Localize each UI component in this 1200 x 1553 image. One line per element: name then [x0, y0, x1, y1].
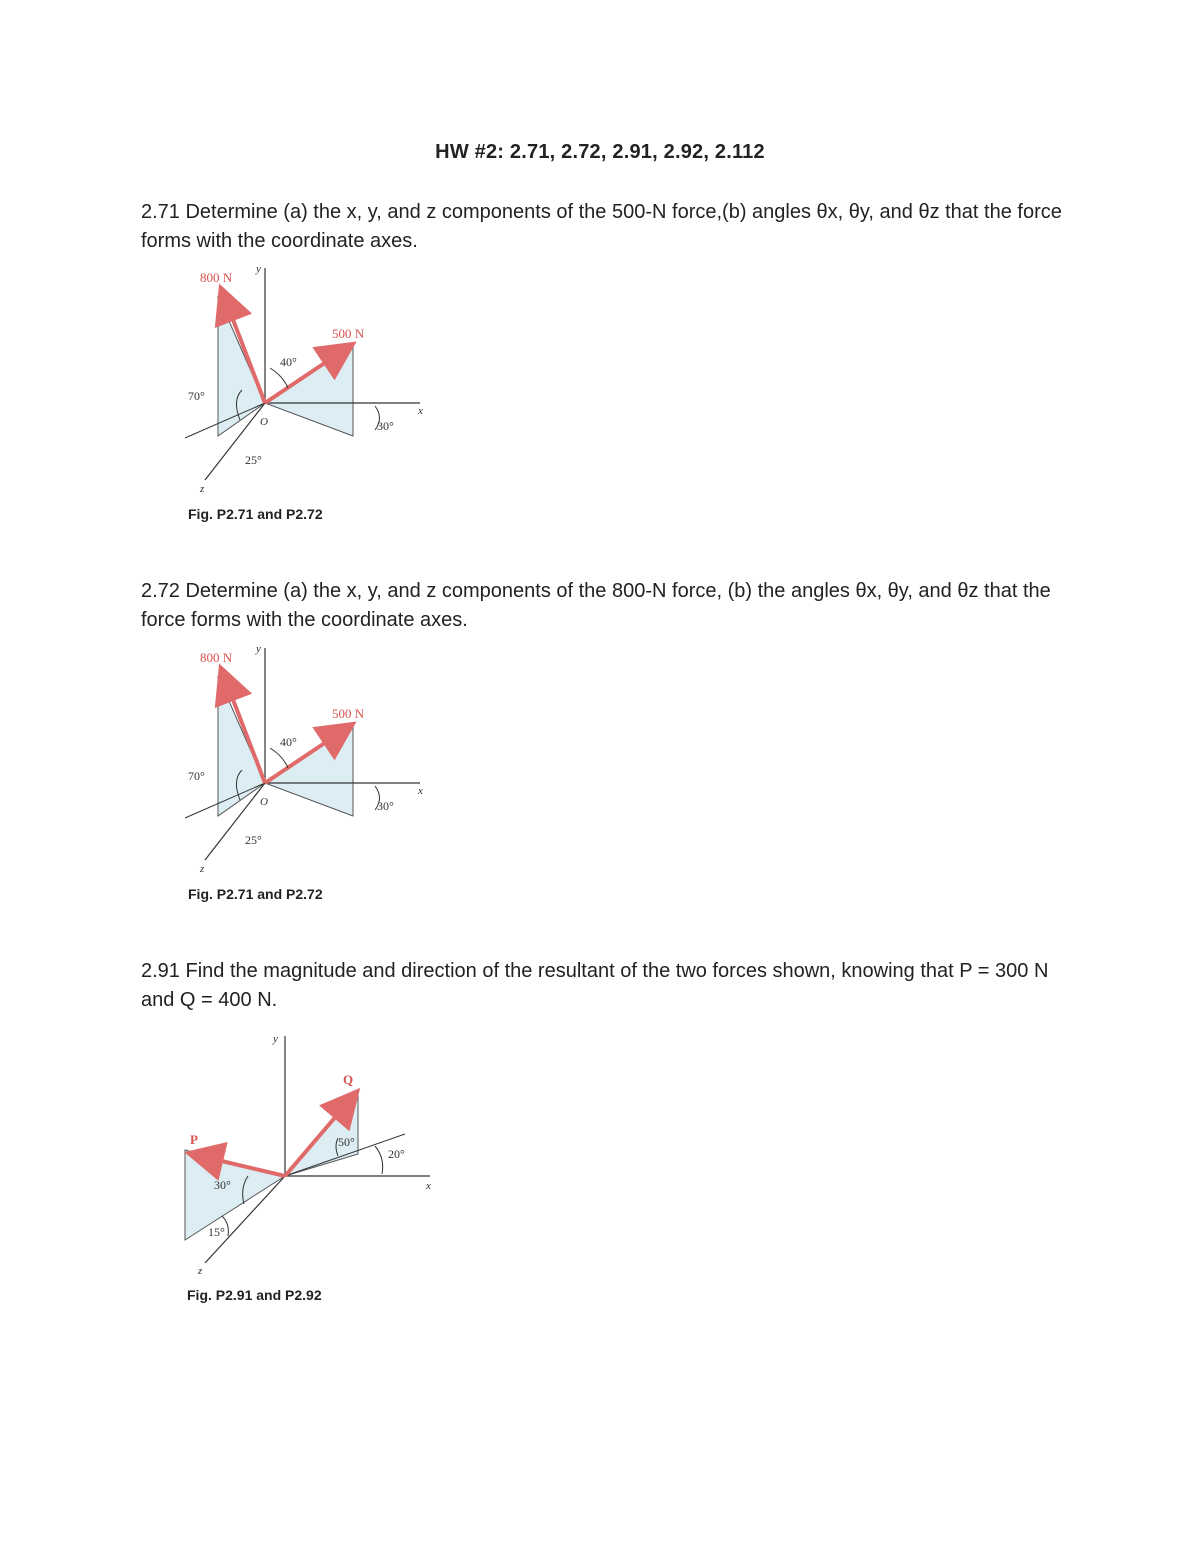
label-500n: 500 N	[332, 706, 365, 721]
label-z-axis: z	[200, 863, 205, 875]
figure-p2-71-diagram	[170, 258, 440, 528]
problem-2-91-text: 2.91 Find the magnitude and direction of the resultant of the two forces shown, knowing that P = 300 N and Q = 400 N.	[141, 960, 1049, 1011]
label-angle-30: 30°	[214, 1178, 231, 1192]
label-force-p: P	[190, 1132, 198, 1147]
label-angle-40: 40°	[280, 355, 297, 369]
problem-2-72-text: 2.72 Determine (a) the x, y, and z components of the 800-N force, (b) the angles θx, θy, and θz that the force forms with the coordinate axes.	[141, 580, 1051, 631]
label-x-axis: x	[418, 785, 423, 797]
label-z-axis: z	[198, 1265, 203, 1277]
label-800n: 800 N	[200, 270, 233, 285]
angle-20-arc	[375, 1146, 383, 1174]
label-origin: O	[260, 416, 268, 428]
angle-40-arc	[270, 368, 288, 388]
plane-800n	[218, 296, 265, 436]
problem-2-71-text: 2.71 Determine (a) the x, y, and z components of the 500-N force,(b) angles θx, θy, and θz that the force forms with the coordinate axes.	[141, 201, 1062, 252]
figure-p2-91	[170, 1028, 450, 1308]
label-angle-30: 30°	[377, 419, 394, 433]
label-force-q: Q	[343, 1072, 354, 1087]
figure-p2-71	[170, 258, 440, 528]
label-origin: O	[260, 796, 268, 808]
label-y-axis: y	[256, 263, 261, 275]
figure-caption: Fig. P2.91 and P2.92	[187, 1287, 322, 1303]
label-angle-25: 25°	[245, 453, 262, 467]
label-angle-70: 70°	[188, 769, 205, 783]
label-angle-70: 70°	[188, 389, 205, 403]
angle-40-arc	[270, 748, 288, 768]
label-angle-25: 25°	[245, 833, 262, 847]
label-x-axis: x	[418, 405, 423, 417]
label-800n: 800 N	[200, 650, 233, 665]
plane-500n	[265, 343, 353, 436]
label-angle-50: 50°	[338, 1135, 355, 1149]
label-y-axis: y	[256, 643, 261, 655]
label-500n: 500 N	[332, 326, 365, 341]
label-y-axis: y	[273, 1033, 278, 1045]
label-z-axis: z	[200, 483, 205, 495]
figure-caption: Fig. P2.71 and P2.72	[188, 886, 323, 902]
figure-p2-72-diagram	[170, 638, 440, 908]
plane-800n	[218, 676, 265, 816]
figure-p2-91-diagram	[170, 1028, 450, 1308]
figure-caption: Fig. P2.71 and P2.72	[188, 506, 323, 522]
plane-500n	[265, 723, 353, 816]
figure-p2-72	[170, 638, 440, 908]
label-x-axis: x	[426, 1180, 431, 1192]
label-angle-40: 40°	[280, 735, 297, 749]
label-angle-20: 20°	[388, 1147, 405, 1161]
label-angle-30: 30°	[377, 799, 394, 813]
page-title: HW #2: 2.71, 2.72, 2.91, 2.92, 2.112	[435, 141, 765, 163]
label-angle-15: 15°	[208, 1225, 225, 1239]
